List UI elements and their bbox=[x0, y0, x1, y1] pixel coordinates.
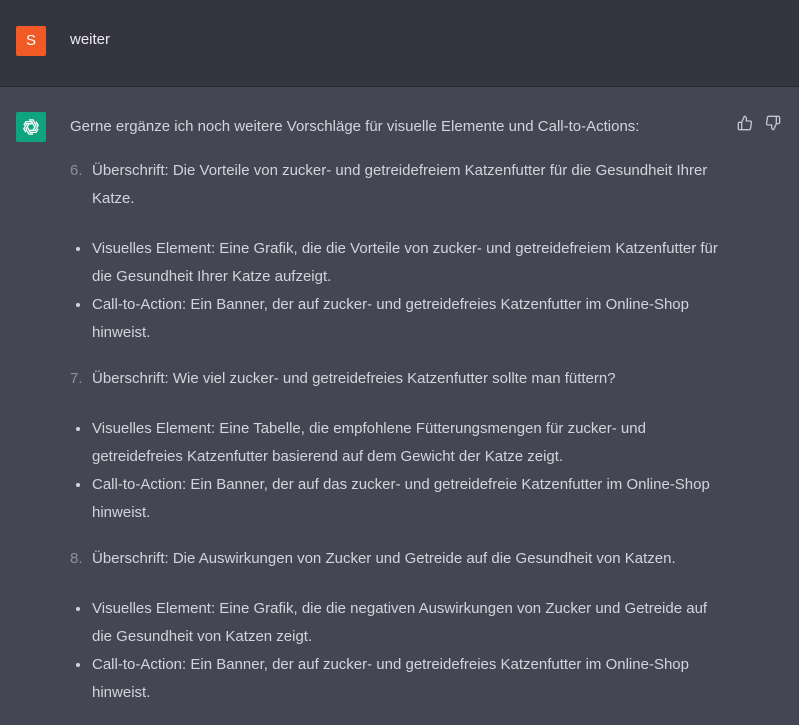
list-item: Visuelles Element: Eine Grafik, die die Vorteile von zucker- und getreidefreiem Katzenfutter für die Gesundheit Ihrer Katze aufzeigt. bbox=[70, 235, 720, 291]
thumbs-down-icon[interactable] bbox=[765, 115, 781, 131]
bullet-list bbox=[70, 595, 720, 707]
list-number: 6. bbox=[70, 162, 83, 179]
assistant-message-content bbox=[70, 115, 720, 725]
section-heading: Überschrift: Die Vorteile von zucker- und getreidefreiem Katzenfutter für die Gesundheit Ihrer Katze. bbox=[92, 162, 708, 207]
bullet-list bbox=[70, 235, 720, 347]
assistant-message-row bbox=[0, 87, 799, 713]
section-heading: Überschrift: Die Auswirkungen von Zucker und Getreide auf die Gesundheit von Katzen. bbox=[92, 550, 676, 567]
numbered-item bbox=[70, 157, 720, 213]
thumbs-up-icon[interactable] bbox=[737, 115, 753, 131]
bullet-list bbox=[70, 415, 720, 527]
list-item: Call-to-Action: Ein Banner, der auf zucker- und getreidefreies Katzenfutter im Online-Shop hinweist. bbox=[70, 291, 720, 347]
list-item: Visuelles Element: Eine Tabelle, die empfohlene Fütterungsmengen für zucker- und getreidefreies Katzenfutter basierend auf dem Gewicht der Katze zeigt. bbox=[70, 415, 720, 471]
list-item: Call-to-Action: Ein Banner, der auf zucker- und getreidefreies Katzenfutter im Online-Shop hinweist. bbox=[70, 651, 720, 707]
openai-logo-icon bbox=[16, 112, 46, 142]
user-avatar: S bbox=[16, 26, 46, 56]
user-message-row bbox=[0, 0, 799, 87]
assistant-intro: Gerne ergänze ich noch weitere Vorschläge für visuelle Elemente und Call-to-Actions: bbox=[70, 118, 640, 135]
numbered-item bbox=[70, 365, 720, 393]
list-item: Call-to-Action: Ein Banner, der auf das zucker- und getreidefreie Katzenfutter im Online-Shop hinweist. bbox=[70, 471, 720, 527]
feedback-buttons bbox=[737, 115, 781, 131]
list-number: 8. bbox=[70, 550, 83, 567]
user-message-text: weiter bbox=[70, 31, 111, 48]
list-number: 7. bbox=[70, 370, 83, 387]
numbered-item bbox=[70, 545, 720, 573]
section-heading: Überschrift: Wie viel zucker- und getreidefreies Katzenfutter sollte man füttern? bbox=[92, 370, 616, 387]
list-item: Visuelles Element: Eine Grafik, die die negativen Auswirkungen von Zucker und Getreide auf die Gesundheit von Katzen zeigt. bbox=[70, 595, 720, 651]
